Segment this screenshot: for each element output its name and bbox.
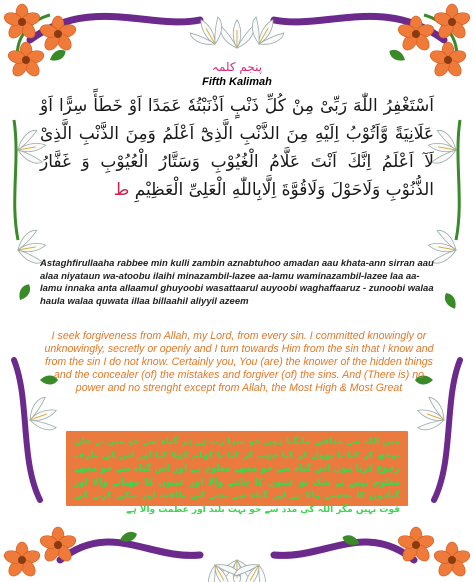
urdu-title: پنجم کلمہ <box>211 60 263 74</box>
transliteration: Astaghfirullaaha rabbee min kulli zambin aznabtuhoo amadan aau khata-ann sirran aau alaa niyataun wa-atoobu ilaihi minazambil-lazee aa-lamu waminazambil-lazee laa aa-lamu innaka anta allaamul ghuyoobi wasattaarul auyoobi waghaffaaruz - zunoobi walaa haula walaa quwata illaa billaahil aliyyil azeem <box>40 258 434 307</box>
urdu-translation-box <box>66 431 408 515</box>
arabic-body: اَسْتَغْفِرُ اللّٰهَ رَبِّىْ مِنْ كُلِّ ذَنْبٍ اَذْنَبْتُهٗ عَمَدًا اَوْ خَطَأً سِرًّا اَوْ عَلَانِيَةً وَّاَتُوْبُ اِلَيْهِ مِنَ الذَّنْبِ الَّذِىْٓ اَعْلَمُ وَمِنَ الذَّنْبِ الَّذِىْ لَآ اَعْلَمُ اِنَّكَ اَنْتَ عَلَّامُ الْغُيُوْبِ وَسَتَّارُ الْعُيُوْبِ وَ غَفَّارُ الذُّنُوْبِ وَلَاحَوْلَ وَلَاقُوَّةَ اِلَّابِاللّٰهِ الْعَلِىِّ الْعَظِيْمِ <box>40 96 434 200</box>
urdu-translation: میں اللہ سے معافی مانگتا ہوں جو میرا رب ہے ہر گناہ سے جو میں نے جان بوجھ کر کیا یا بھول کر کیا چھپ کر کیا یا کھلم کھلا کیا اور اس کی طرف رجوع کرتا ہوں اس گناہ سے جو مجھے معلوم ہے اور اس گناہ سے جو مجھے معلوم نہیں بے شک تو غیبوں کا جاننے والا اور عیبوں کا چھپانے والا اور گناہوں کا بخشنے والا ہے اور گناہ سے بچنے کی طاقت اور نیکی کرنے کی قوت نہیں مگر اللہ کی مدد سے جو بہت بلند اور عظمت والا ہے <box>74 437 400 515</box>
arabic-text <box>40 92 434 204</box>
english-translation: I seek forgiveness from Allah, my Lord, from every sin. I committed knowingly or unknowingly, secretly or openly and I turn towards Him from the sin that I know and from the sin I do not know. Certainly you, You (are) the knower of the hidden things and the concealer (of) the mistakes and forgiver (of) the sins. And (There is) no power and no strenght except from Allah, the Most High & Most Great <box>44 330 434 394</box>
verse-end-mark: ط <box>113 180 130 200</box>
page-title: Fifth Kalimah <box>202 76 272 88</box>
